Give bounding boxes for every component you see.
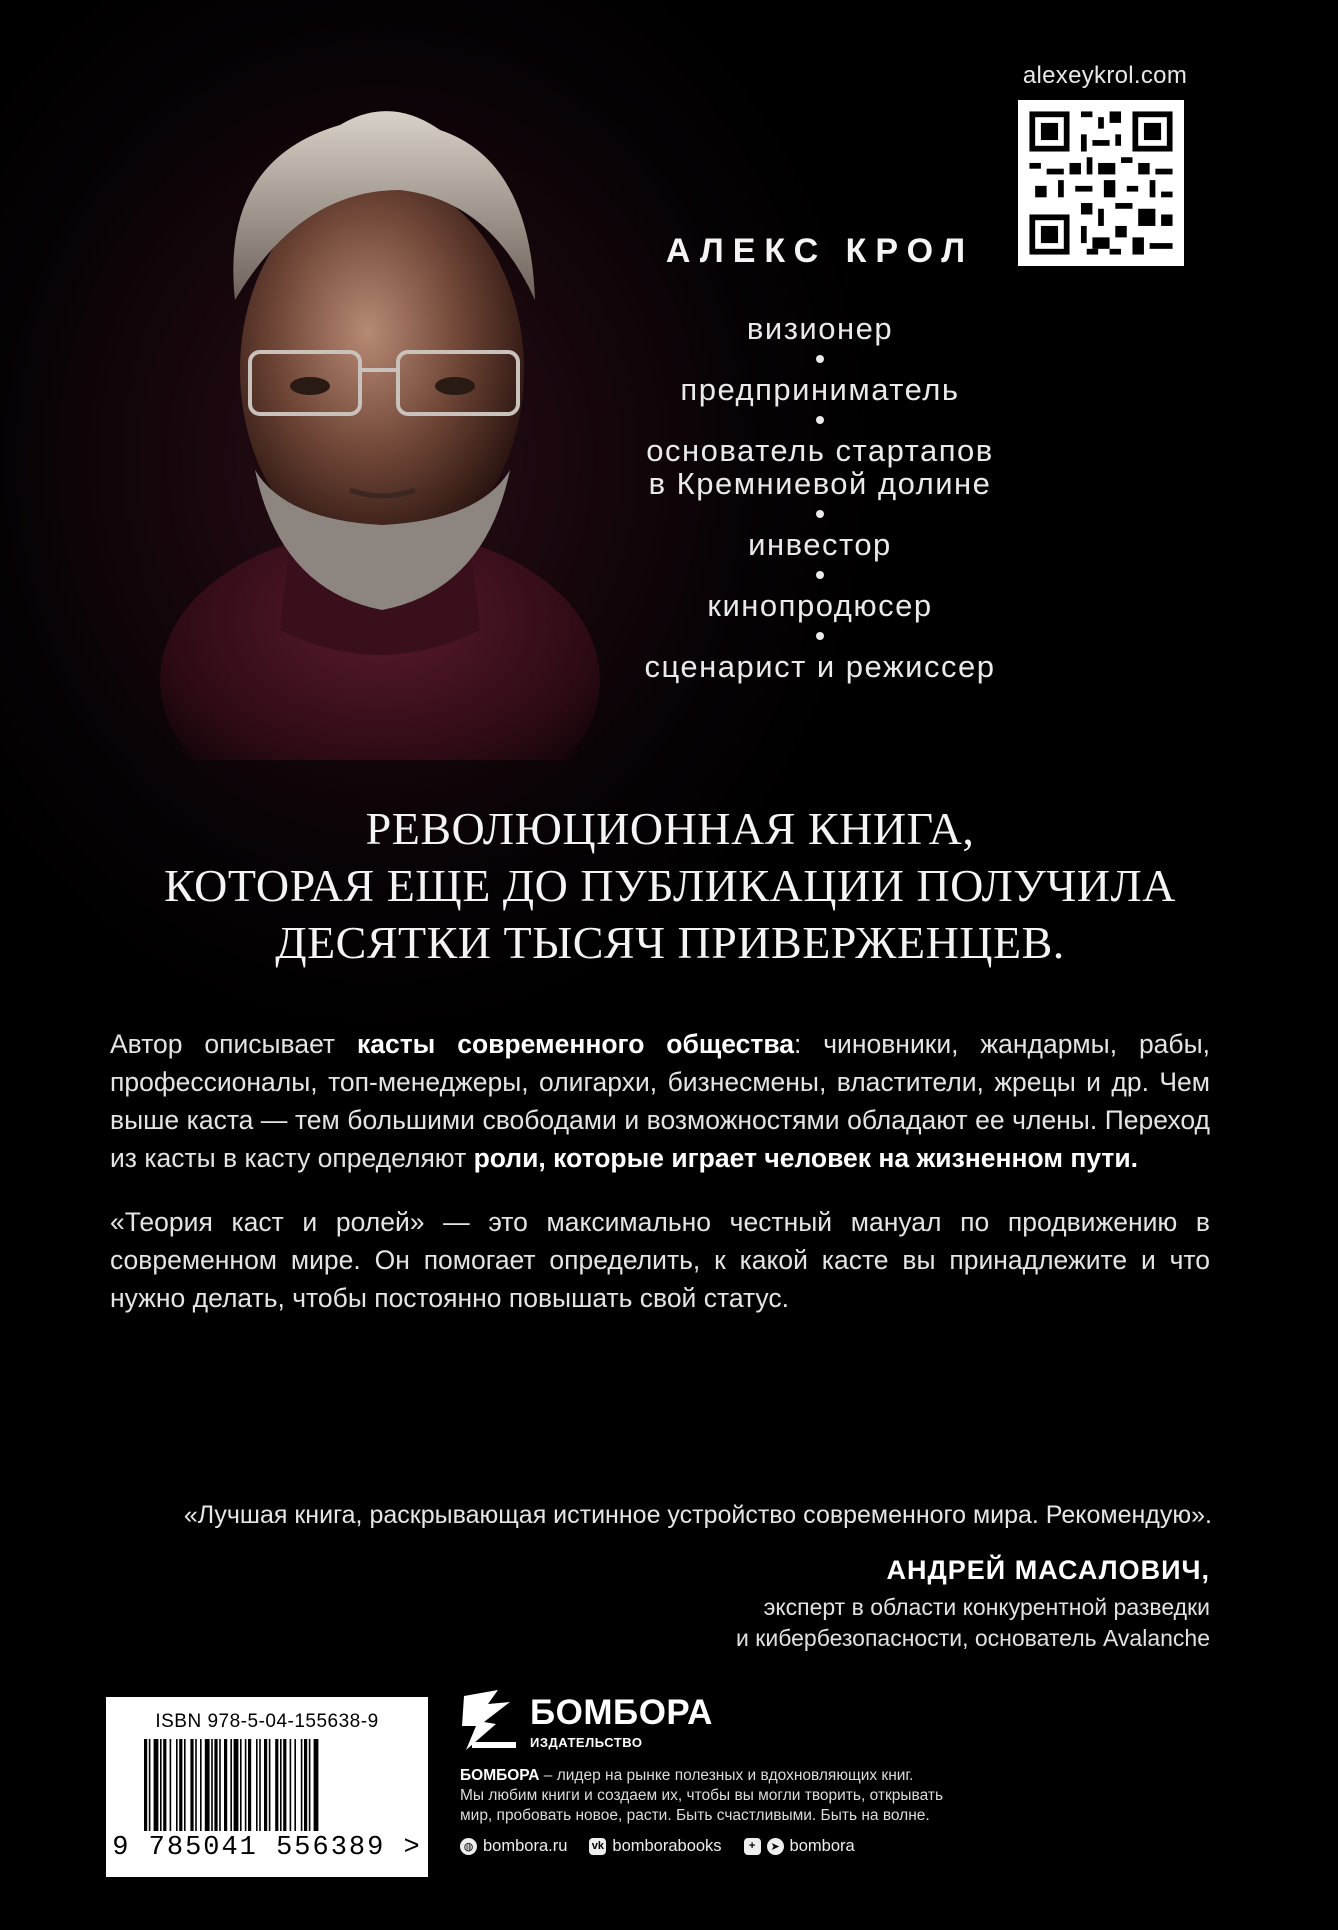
barcode-bar [294,1739,296,1831]
author-roles [560,312,1080,683]
headline-line: ДЕСЯТКИ ТЫСЯЧ ПРИВЕРЖЕНЦЕВ. [275,917,1065,968]
barcode-bar [163,1739,166,1831]
role-item: кинопродюсер [707,588,933,623]
vk-icon: vk [589,1838,606,1855]
role-line: эксперт в области конкурентной разведки [763,1594,1210,1620]
bold-text: касты современного общества [356,1029,794,1059]
barcode-bar [205,1739,210,1831]
role-line: и кибербезопасности, основатель Avalanche [736,1625,1210,1651]
barcode-digits: 9 785041 556389 > [112,1833,422,1863]
publisher-subtitle: ИЗДАТЕЛЬСТВО [530,1735,643,1750]
author-portrait [150,70,610,760]
barcode-bar [195,1739,197,1831]
bullet-dot-icon [816,571,824,579]
description [110,1025,1210,1343]
barcode-bar [245,1739,247,1831]
barcode-bar [304,1739,307,1831]
barcode-bar [314,1739,319,1831]
role-item: основатель стартапов в Кремниевой долине [646,433,994,501]
barcode-bar [256,1739,258,1831]
social-label: bombora [789,1836,855,1855]
barcode-bar [179,1739,182,1831]
bullet-dot-icon [816,355,824,363]
social-link-website[interactable] [460,1837,567,1856]
barcode-bar [144,1739,147,1831]
text-span: Автор описывает [110,1029,357,1059]
text-span: : чиновники, жандармы, рабы, профессионалы, топ-менеджеры, олигархи, бизнесмены, властители, жрецы и др. Чем выше каста — тем большими свободами и возможностями обладают ее члены. Переход из касты в касту определяют [110,1029,1211,1173]
barcode-bar [154,1739,159,1831]
barcode-bar [219,1739,221,1831]
bold-text: БОМБОРА [460,1767,540,1784]
bold-text: роли, которые играет человек на жизненном пути. [473,1143,1139,1173]
barcode-bar [240,1739,242,1831]
author-name: АЛЕКС КРОЛ [665,232,975,270]
description-paragraph [110,1025,1210,1177]
author-website[interactable]: alexeykrol.com [1022,62,1188,89]
bullet-dot-icon [816,510,824,518]
social-link-telegram[interactable] [744,1837,855,1856]
isbn-label: ISBN 978-5-04-155638-9 [155,1711,379,1732]
social-label: bomborabooks [612,1836,722,1855]
quote-author-role [500,1592,1210,1654]
plus-icon: + [744,1838,761,1855]
barcode-bar [269,1739,271,1831]
role-item: сценарист и режиссер [644,649,996,684]
barcode-bar [234,1739,239,1831]
headline [80,800,1260,971]
globe-icon: ◍ [460,1838,477,1855]
social-label: bombora.ru [483,1836,568,1855]
role-item: визионер [746,311,894,346]
barcode-bars [144,1739,390,1831]
desc-line: Мы любим книги и создаем их, чтобы вы могли творить, открывать [460,1787,944,1804]
barcode-bar [160,1739,162,1831]
role-item: предприниматель [680,372,960,407]
barcode-bar [149,1739,151,1831]
social-links [460,1834,855,1858]
barcode-bar [190,1739,193,1831]
barcode [106,1697,428,1877]
barcode-bar [170,1739,172,1831]
barcode-bar [280,1739,282,1831]
bullet-dot-icon [816,416,824,424]
barcode-bar [290,1739,292,1831]
barcode-bar [211,1739,213,1831]
barcode-bar [184,1739,186,1831]
barcode-bar [230,1739,232,1831]
barcode-bar [176,1739,178,1831]
barcode-bar [214,1739,217,1831]
role-item: инвестор [748,527,892,562]
barcode-bar [301,1739,303,1831]
barcode-bar [224,1739,227,1831]
headline-line: КОТОРАЯ ЕЩЕ ДО ПУБЛИКАЦИИ ПОЛУЧИЛА [164,860,1176,911]
desc-line [460,1766,1060,1786]
telegram-icon: ➤ [767,1838,784,1855]
barcode-bar [283,1739,286,1831]
social-link-vk[interactable] [589,1837,721,1856]
headline-line: РЕВОЛЮЦИОННАЯ КНИГА, [365,803,975,854]
desc-line: мир, пробовать новое, расти. Быть счастливыми. Быть на волне. [460,1807,930,1824]
publisher-description [460,1766,1060,1826]
barcode-bar [200,1739,202,1831]
text-span: – лидер на рынке полезных и вдохновляющих книг. [539,1767,914,1784]
barcode-bar [275,1739,278,1831]
publisher-name: БОМБОРА [530,1693,713,1732]
quote-author: АНДРЕЙ МАСАЛОВИЧ, [886,1555,1210,1585]
bullet-dot-icon [816,632,824,640]
barcode-bar [309,1739,311,1831]
review-quote: «Лучшая книга, раскрывающая истинное устройство современного мира. Рекомендую». [183,1501,1212,1529]
barcode-bar [264,1739,267,1831]
barcode-bar [248,1739,251,1831]
qr-code[interactable] [1018,100,1184,266]
description-paragraph: «Теория каст и ролей» — это максимально честный мануал по продвижению в современном мире. Он помогает определить, к какой касте вы принадлежите и что нужно делать, чтобы постоянно повышать свой статус. [110,1207,1210,1313]
barcode-bar [259,1739,261,1831]
